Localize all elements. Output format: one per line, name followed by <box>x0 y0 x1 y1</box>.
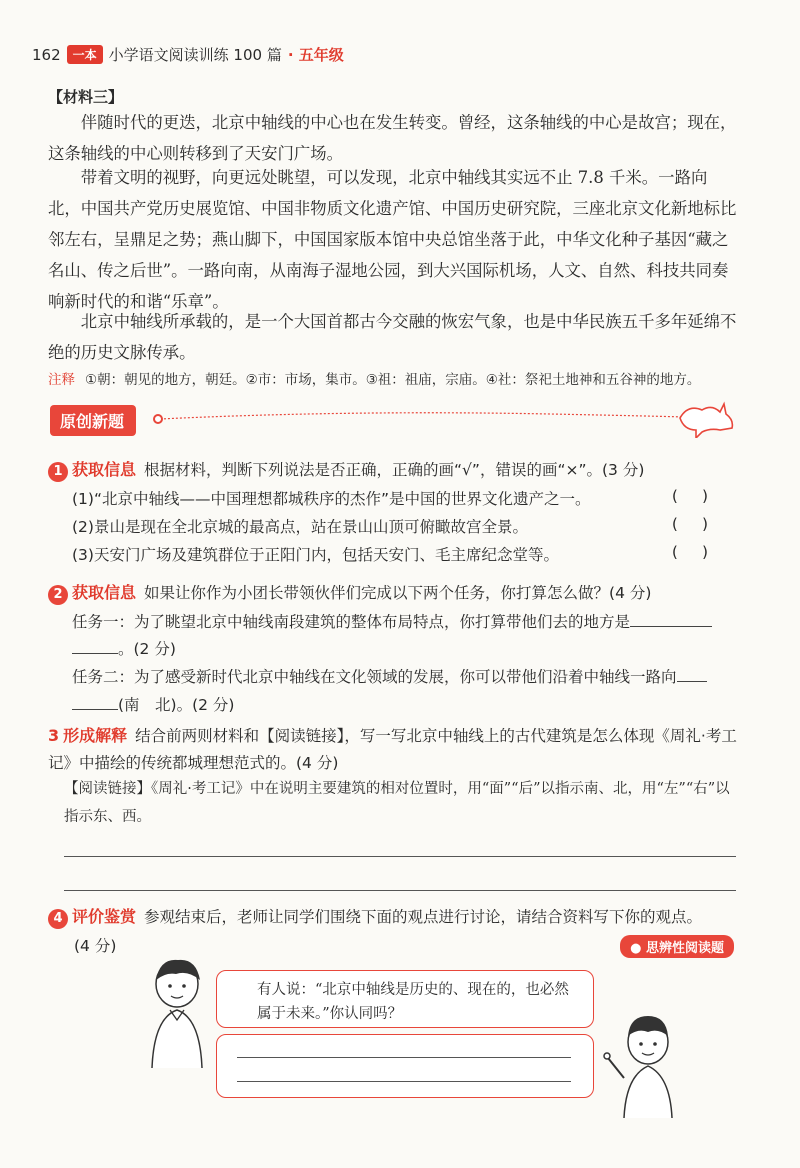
brand-logo: 一本 <box>67 45 103 64</box>
judgment-item-2: (2)景山是现在全北京城的最高点，站在景山山顶可俯瞰故宫全景。 <box>72 518 528 536</box>
answer-blank[interactable] <box>72 653 118 654</box>
annotation-label: 注释 <box>48 372 75 388</box>
answer-line-2[interactable] <box>64 890 736 891</box>
task-1-tail: 。(2 分) <box>72 637 176 659</box>
answer-blank[interactable] <box>677 681 707 682</box>
question-tag: 形成解释 <box>63 726 128 745</box>
speech-bubble-text: 有人说：“北京中轴线是历史的、现在的，也必然属于未来。”你认同吗？ <box>257 982 569 1022</box>
judgment-item-1: (1)“北京中轴线——中国理想都城秩序的杰作”是中国的世界文化遗产之一。 <box>72 490 591 508</box>
reading-link: 【阅读链接】《周礼·考工记》中在说明主要建筑的相对位置时，用“面”“后”以指示南、北，用“左”“右”以指示东、西。 <box>64 781 730 825</box>
answer-bracket-2[interactable]: () <box>671 515 732 533</box>
question-text: 如果让你作为小团长带领伙伴们完成以下两个任务，你打算怎么做？(4 分) <box>144 584 652 602</box>
answer-blank[interactable] <box>630 626 712 627</box>
task-1-text: 任务一：为了眺望北京中轴线南段建筑的整体布局特点，你打算带他们去的地方是 <box>72 610 712 632</box>
banner-decoration <box>150 398 740 438</box>
answer-bracket-3[interactable]: () <box>671 543 732 561</box>
page-header <box>32 44 344 65</box>
answer-blank[interactable] <box>72 709 118 710</box>
annotation-text: ①朝：朝见的地方，朝廷。②市：市场，集市。③祖：祖庙，宗庙。④社：祭祀土地神和五谷神的地方。 <box>85 372 701 388</box>
question-number: 2 <box>48 585 68 605</box>
question-3 <box>48 722 738 777</box>
material-paragraph-1: 伴随时代的更迭，北京中轴线的中心也在发生转变。曾经，这条轴线的中心是故宫；现在，这条轴线的中心则转移到了天安门广场。 <box>48 113 737 163</box>
student-boy-icon <box>602 1008 688 1120</box>
book-title: 小学语文阅读训练 100 篇 <box>108 46 282 64</box>
answer-bubble <box>216 1034 594 1098</box>
material-paragraph-2: 带着文明的视野，向更远处眺望，可以发现，北京中轴线其实远不止 7.8 千米。一路向北，中国共产党历史展览馆、中国非物质文化遗产馆、中国历史研究院，三座北京文化新地标比邻左右，呈鼎足之势；燕山脚下，中国国家版本馆中央总馆坐落于此，中华文化种子基因“藏之名山、传之后世”。一路向南，从南海子湿地公园，到大兴国际机场，人文、自然、科技共同奏响新时代的和谐“乐章”。 <box>48 168 737 311</box>
question-number: 1 <box>48 462 68 482</box>
question-number: 3 <box>48 726 60 745</box>
answer-line-1[interactable] <box>64 856 736 857</box>
task-2-text: 任务二：为了感受新时代北京中轴线在文化领域的发展，你可以带他们沿着中轴线一路向 <box>72 665 707 687</box>
cat-icon <box>680 404 732 438</box>
page-number: 162 <box>32 45 61 64</box>
task-2-tail: (南 北)。(2 分) <box>72 693 234 715</box>
question-text: 根据材料，判断下列说法是否正确，正确的画“√”，错误的画“×”。(3 分) <box>144 461 645 479</box>
material-heading: 【材料三】 <box>48 88 124 106</box>
question-1 <box>48 457 644 482</box>
answer-line-3[interactable] <box>237 1057 571 1058</box>
question-tag: 获取信息 <box>72 460 137 479</box>
judgment-item-3: (3)天安门广场及建筑群位于正阳门内，包括天安门、毛主席纪念堂等。 <box>72 546 559 564</box>
question-text: 参观结束后，老师让同学们围绕下面的观点进行讨论，请结合资料写下你的观点。 <box>144 908 703 926</box>
question-number: 4 <box>48 909 68 929</box>
critical-reading-badge: ● 思辨性阅读题 <box>620 935 734 958</box>
question-tag: 获取信息 <box>72 583 137 602</box>
question-4 <box>48 904 702 929</box>
section-banner: 原创新题 <box>50 405 136 436</box>
question-tag: 评价鉴赏 <box>72 907 137 926</box>
question-2 <box>48 580 651 605</box>
grade-label: · 五年级 <box>287 46 344 64</box>
material-paragraph-3: 北京中轴线所承载的，是一个大国首都古今交融的恢宏气象，也是中华民族五千多年延绵不绝的历史文脉传承。 <box>48 312 737 362</box>
student-boy-icon <box>140 958 214 1070</box>
annotation <box>48 368 700 388</box>
question-text: 结合前两则材料和【阅读链接】，写一写北京中轴线上的古代建筑是怎么体现《周礼·考工记》中描绘的传统都城理想范式的。(4 分) <box>48 727 737 772</box>
speech-bubble <box>216 970 594 1028</box>
answer-bracket-1[interactable]: () <box>671 487 732 505</box>
answer-line-4[interactable] <box>237 1081 571 1082</box>
question-4-score: (4 分) <box>74 937 117 955</box>
